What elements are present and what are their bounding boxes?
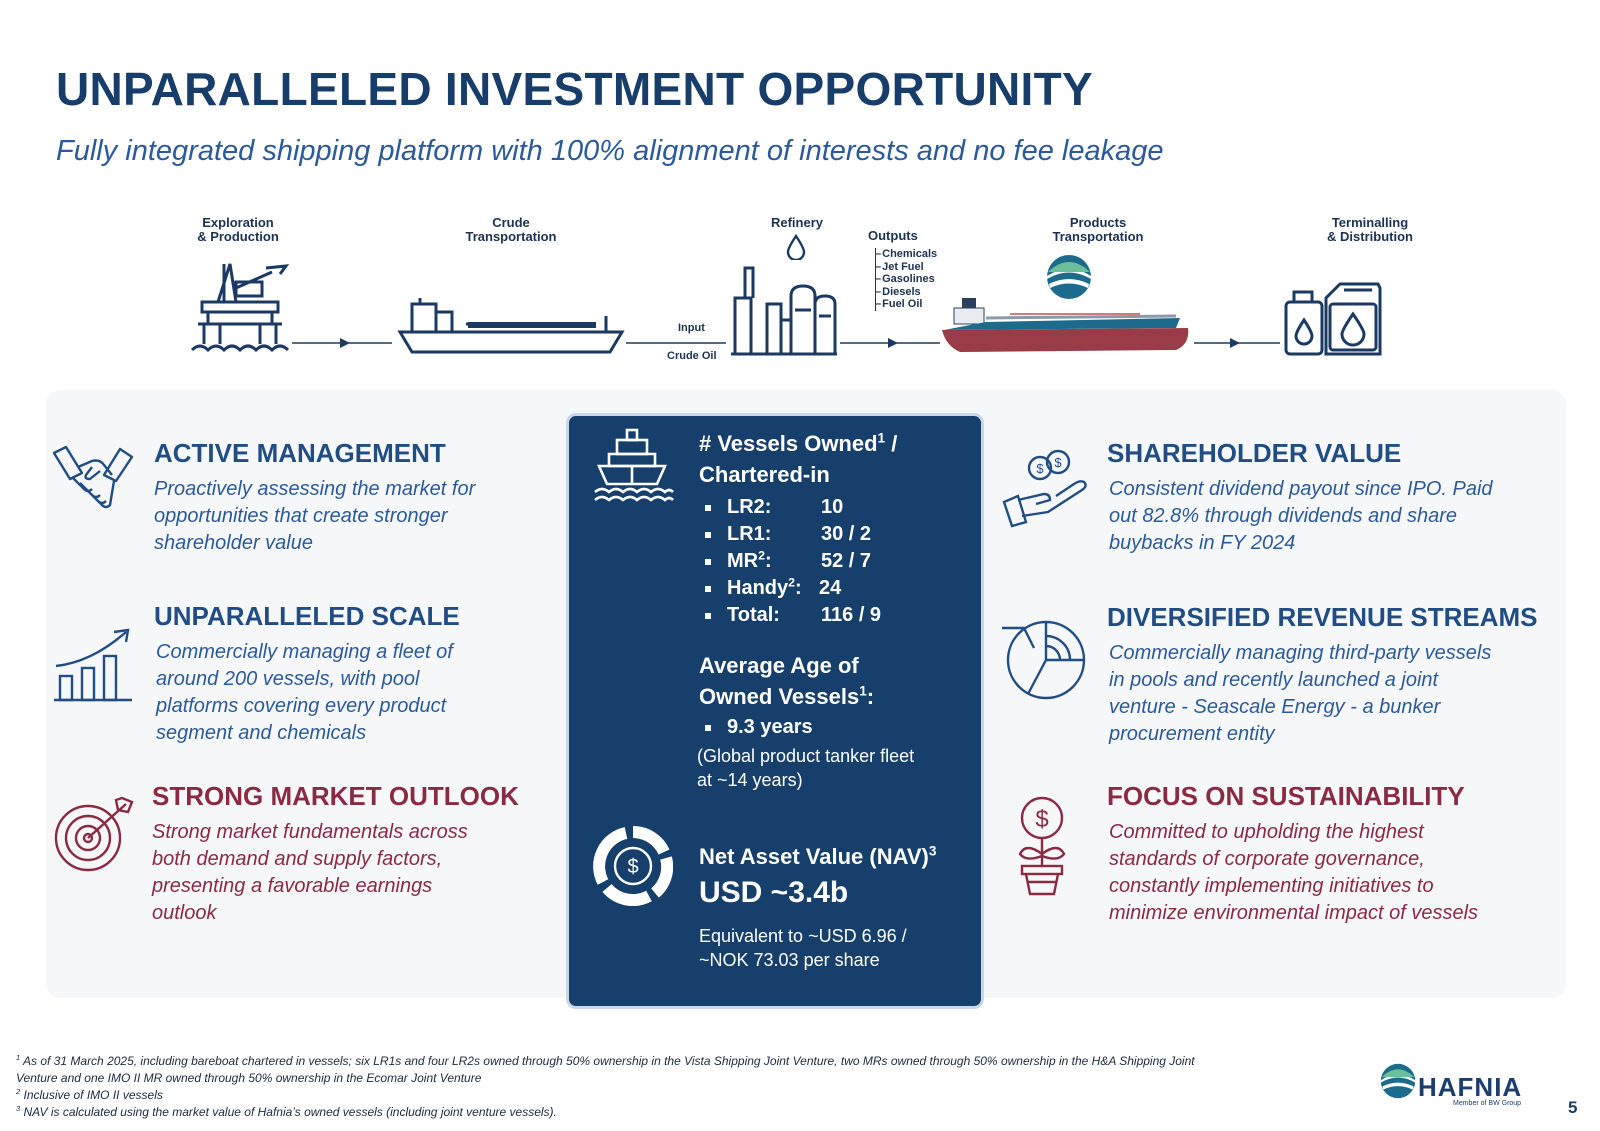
footnote-2: $^2$ Inclusive of IMO II vessels [16, 1087, 163, 1102]
revenue-pie-icon [1000, 618, 1088, 700]
oil-rig-icon [190, 258, 300, 358]
svg-text:$: $ [627, 856, 639, 878]
fleet-item-total: Total: 116 / 9 [703, 602, 881, 629]
refinery-icon [727, 260, 841, 358]
page-title: UNPARALLELED INVESTMENT OPPORTUNITY [56, 63, 1094, 115]
ship-icon [593, 428, 675, 504]
arrow-icon [840, 337, 944, 349]
diversified-revenue-desc: Commercially managing third-party vessels in pools and recently launched a joint venture - Seascale Energy - a bunker procurement entity [1109, 642, 1492, 745]
sustainability-desc: Committed to upholding the highest standards of corporate governance, constantly implementing initiatives to minimize environmental impact of vessels [1109, 821, 1479, 924]
money-plant-icon [1012, 796, 1072, 896]
page-subtitle: Fully integrated shipping platform with 100% alignment of interests and no fee leakage [56, 135, 1164, 167]
hand-coins-icon [1000, 446, 1088, 530]
chain-step-products-transportation: Products Transportation [1052, 215, 1144, 244]
fleet-item-lr2: LR2: 10 [703, 494, 881, 521]
footnote-1-continued: Venture and one IMO II MR owned through 50% ownership in the Ecomar Joint Venture [16, 1071, 482, 1085]
page-number: 5 [1568, 1098, 1578, 1117]
output-item: – Jet Fuel [880, 261, 937, 274]
diversified-revenue-block [1107, 602, 1557, 748]
crude-oil-label: Crude Oil [667, 350, 717, 362]
hafnia-logo-tagline: Member of BW Group [1453, 1100, 1522, 1107]
shareholder-value-heading: SHAREHOLDER VALUE [1107, 438, 1402, 468]
arrow-icon [1194, 337, 1284, 349]
value-chain [0, 200, 1600, 380]
output-item: – Diesels [880, 286, 937, 299]
unparalleled-scale-block [154, 601, 534, 747]
key-figures-card [566, 413, 984, 1009]
active-management-heading: ACTIVE MANAGEMENT [154, 438, 446, 468]
hafnia-logo-icon [1380, 1063, 1416, 1099]
arrow-icon [626, 337, 730, 349]
output-item: – Gasolines [880, 273, 937, 286]
nav-note: Equivalent to ~USD 6.96 / ~NOK 73.03 per share [699, 926, 907, 970]
age-note: (Global product tanker fleet at ~14 years) [697, 746, 915, 790]
svg-text:$: $ [1036, 461, 1044, 476]
output-item: – Chemicals [880, 248, 937, 261]
vessels-owned-heading: # Vessels Owned$^1$ / Chartered-in [699, 430, 898, 487]
average-age-heading: Average Age of Owned Vessels$^1$: [699, 653, 875, 709]
sustainability-block [1107, 781, 1547, 927]
nav-heading: Net Asset Value (NAV)$^3$ [699, 843, 937, 869]
fleet-item-handy: Handy$^2$: 24 [703, 575, 881, 602]
fleet-item-mr: $MR^2$: 52 / 7 [703, 548, 881, 575]
active-management-desc: Proactively assessing the market for opportunities that create stronger shareholder value [154, 478, 476, 554]
fuel-cans-icon [1282, 280, 1384, 358]
footnotes [16, 1053, 1336, 1121]
growth-chart-icon [52, 628, 134, 704]
fleet-item-lr1: LR1: 30 / 2 [703, 521, 881, 548]
oil-drop-icon [786, 234, 806, 260]
chain-step-terminalling: Terminalling & Distribution [1327, 215, 1413, 244]
product-tanker-icon [940, 288, 1192, 358]
average-age-value: 9.3 years [703, 714, 813, 741]
footnote-1: $^1$ As of 31 March 2025, including bareboat chartered in vessels; six LR1s and four LR2s owned through 50% ownership in the Vista Shipping Joint Venture, two MRs owned through 50% ownership in the H&A Shipping Joint [16, 1053, 1195, 1068]
shareholder-value-desc: Consistent dividend payout since IPO. Paid out 82.8% through dividends and share buybacks in FY 2024 [1109, 478, 1493, 554]
nav-dollar-icon [593, 826, 673, 906]
strong-market-outlook-block [152, 781, 532, 927]
age-list [703, 714, 813, 741]
diversified-revenue-heading: DIVERSIFIED REVENUE STREAMS [1107, 602, 1538, 632]
fleet-list [703, 494, 881, 629]
footnote-3: $^3$ NAV is calculated using the market value of Hafnia’s owned vessels (including joint venture vessels). [16, 1104, 557, 1119]
arrow-icon [292, 337, 398, 349]
svg-text:$: $ [1054, 455, 1062, 470]
active-management-block [154, 438, 534, 557]
chain-step-exploration: Exploration & Production [197, 215, 279, 244]
outputs-title: Outputs [868, 228, 918, 243]
hafnia-logo-text: HAFNIA [1418, 1072, 1523, 1102]
unparalleled-scale-heading: UNPARALLELED SCALE [154, 601, 460, 631]
output-item: – Fuel Oil [880, 298, 937, 311]
handshake-icon [52, 445, 134, 517]
sustainability-heading: FOCUS ON SUSTAINABILITY [1107, 781, 1465, 811]
shareholder-value-block [1107, 438, 1547, 557]
svg-text:$: $ [1035, 806, 1049, 833]
target-icon [52, 796, 134, 874]
chain-step-crude-transportation: Crude Transportation [465, 215, 557, 244]
crude-tanker-icon [396, 294, 628, 358]
input-label: Input [678, 322, 705, 334]
chain-step-refinery: Refinery [770, 215, 824, 230]
unparalleled-scale-desc: Commercially managing a fleet of around 200 vessels, with pool platforms covering every product segment and chemicals [156, 641, 453, 744]
strong-market-outlook-heading: STRONG MARKET OUTLOOK [152, 781, 519, 811]
outputs-list [875, 248, 937, 311]
nav-value: USD ~3.4b [699, 876, 849, 909]
strong-market-outlook-desc: Strong market fundamentals across both demand and supply factors, presenting a favorable earnings outlook [152, 821, 468, 924]
